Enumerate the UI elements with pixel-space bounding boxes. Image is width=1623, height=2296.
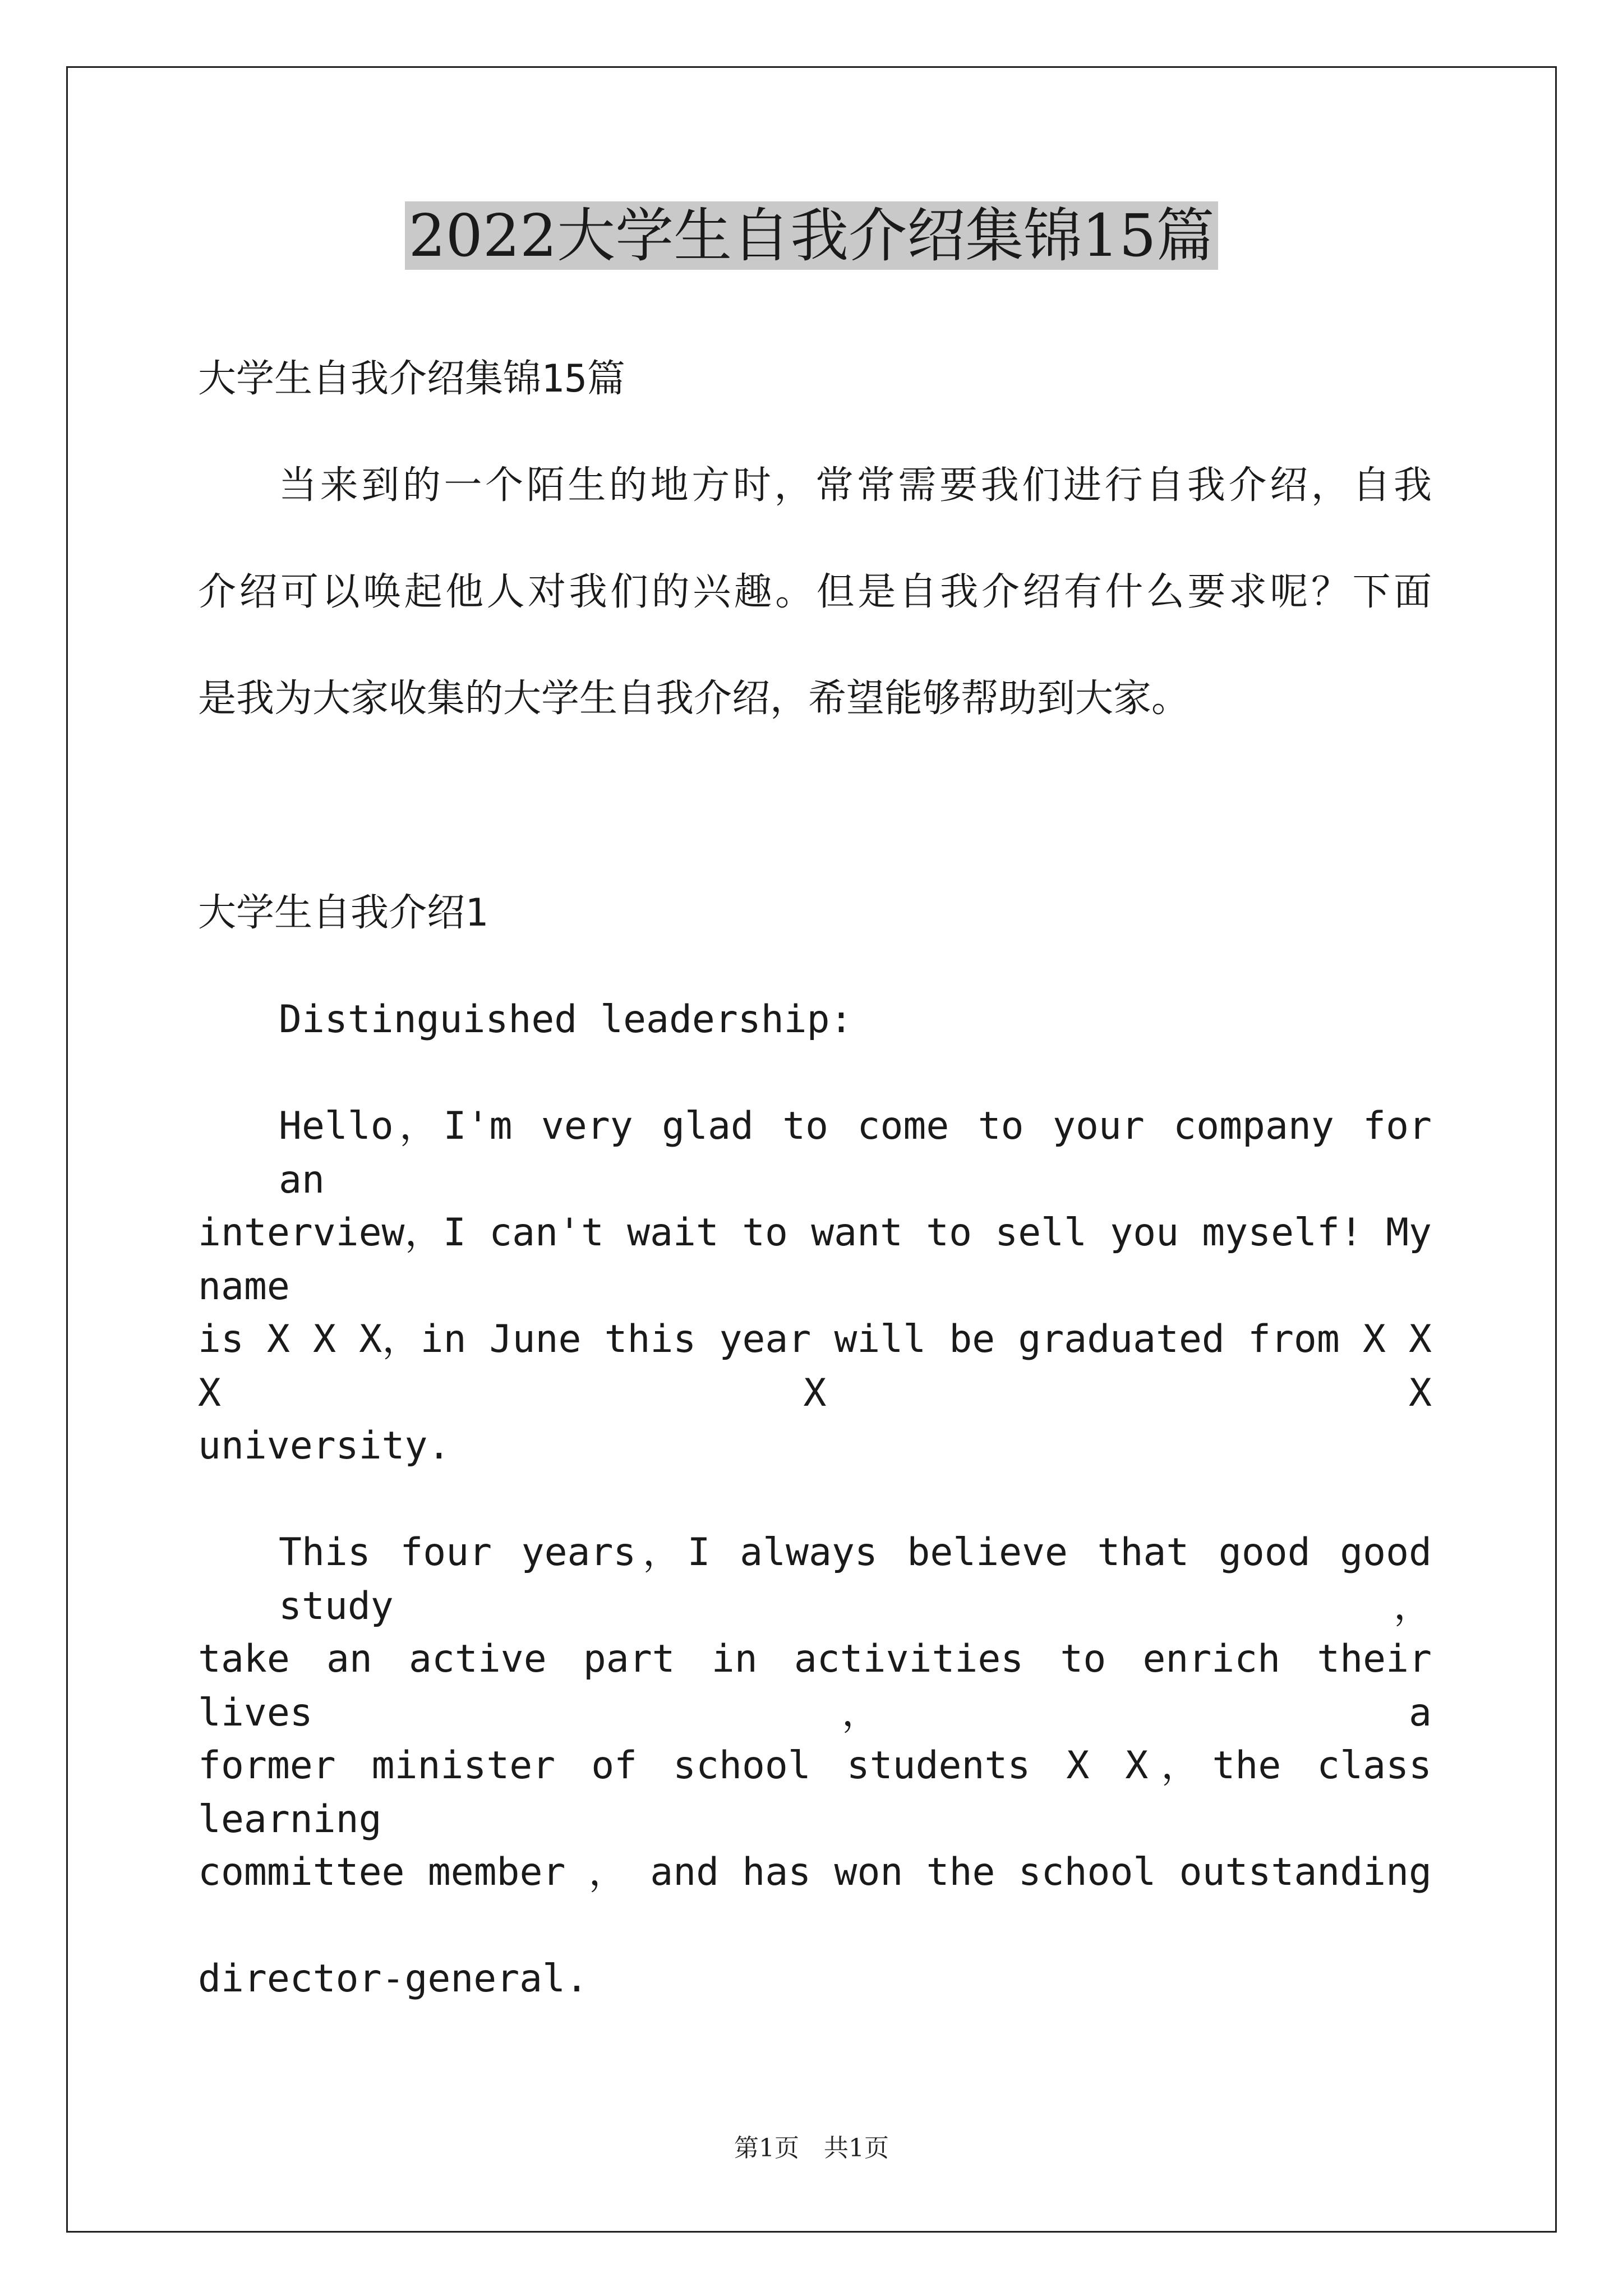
document-title-text: 2022大学生自我介绍集锦15篇 (405, 201, 1218, 270)
document-title (0, 194, 1623, 278)
paragraph-1-line-3: is X X X，in June this year will be graduated from X X X X X (198, 1317, 1432, 1415)
paragraph-2-line-5: director-general. (198, 1957, 588, 2001)
intro-line-2: 介绍可以唤起他人对我们的兴趣。但是自我介绍有什么要求呢？下面 (198, 570, 1432, 614)
paragraph-2-line-1: This four years，I always believe that good good study， (279, 1530, 1432, 1628)
intro-line-3: 是我为大家收集的大学生自我介绍，希望能够帮助到大家。 (198, 677, 1190, 721)
paragraph-2-line-3: former minister of school students X X，the class learning (198, 1743, 1432, 1842)
page-footer: 第1页 共1页 (734, 2134, 889, 2162)
paragraph-1-line-1: Hello，I'm very glad to come to your company for an (279, 1104, 1432, 1202)
paragraph-2-line-2: take an active part in activities to enrich their lives，a (198, 1637, 1432, 1735)
document-subtitle: 大学生自我介绍集锦15篇 (198, 357, 625, 401)
paragraph-1-line-4: university. (198, 1424, 451, 1468)
salutation: Distinguished leadership: (279, 997, 853, 1042)
intro-line-1: 当来到的一个陌生的地方时，常常需要我们进行自我介绍，自我 (279, 463, 1432, 508)
paragraph-2-line-4: committee member ， and has won the school outstanding (198, 1850, 1432, 1894)
paragraph-1-line-2: interview，I can't wait to want to sell you myself! My name (198, 1211, 1432, 1309)
section-heading: 大学生自我介绍1 (198, 891, 488, 935)
